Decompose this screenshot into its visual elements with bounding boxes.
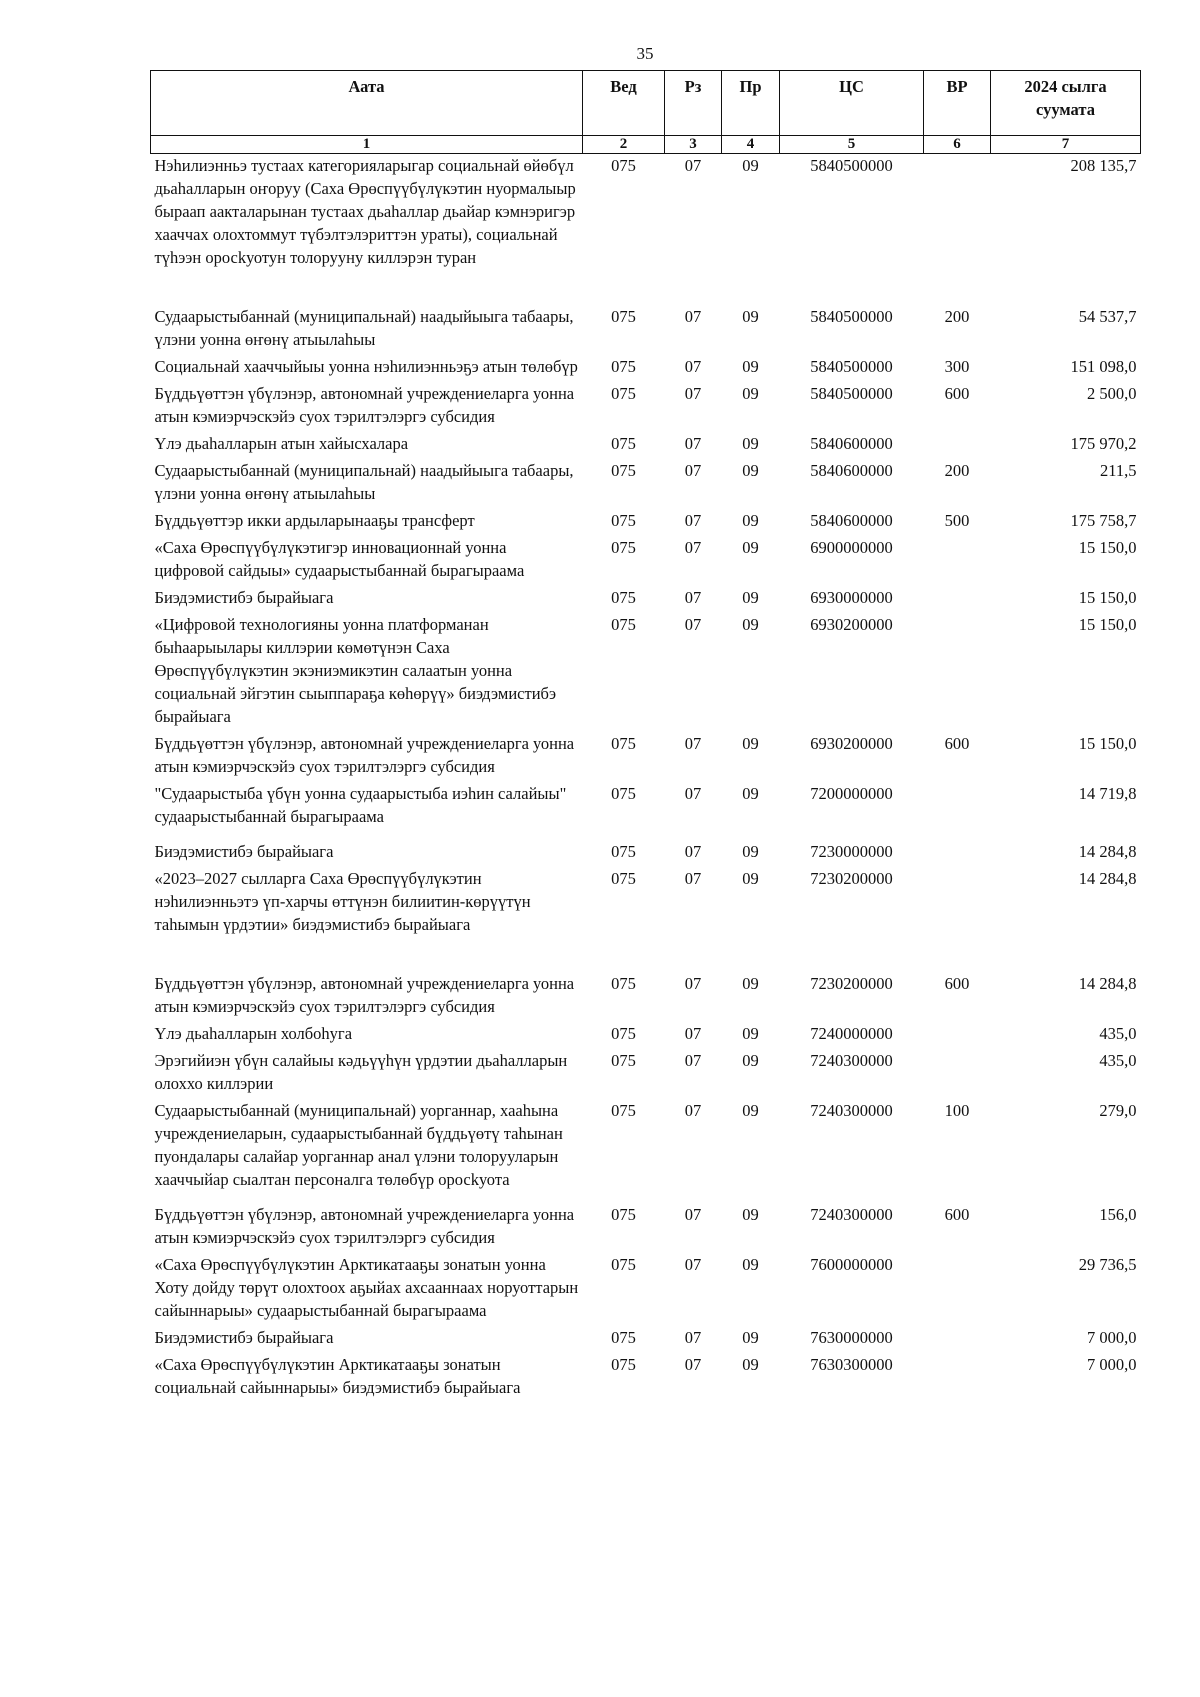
row-ved: 075 [611, 434, 636, 453]
row-name: Бүддьүөттэр икки ардыларынааҕы трансферт [154, 511, 475, 530]
row-cs: 7630300000 [810, 1355, 893, 1374]
row-cs: 5840500000 [810, 307, 893, 326]
table-row [151, 459, 1141, 509]
row-pr: 09 [742, 1355, 759, 1374]
row-pr: 09 [742, 1024, 759, 1043]
row-name: Нэһилиэнньэ тустаах категорияларыгар социальнай өйөбүл дьаһалларын оҥоруу (Саха Өрөспүүбүлүкэтин нуормалыыр быраап аакталарынан тустаах дьаһаллар дьайар кэмнэригэр хааччах олохтоммут түбэлтэлэриттэн ураты), социальнай түһээн оросkуотун толорууну киллэрэн туран [154, 156, 576, 267]
row-amount: 7 000,0 [1087, 1355, 1137, 1374]
row-amount: 2 500,0 [1087, 384, 1137, 403]
row-rz: 07 [684, 357, 702, 376]
table-row [151, 782, 1141, 840]
row-ved: 075 [611, 384, 636, 403]
row-ved: 075 [611, 538, 636, 557]
table-row [151, 154, 1141, 306]
row-rz: 07 [684, 1051, 702, 1070]
row-rz: 07 [684, 1101, 702, 1120]
row-vr: 100 [944, 1101, 970, 1120]
row-name: Биэдэмистибэ бырайыага [154, 842, 334, 861]
row-vr [924, 154, 991, 306]
row-cs: 6930200000 [810, 615, 893, 634]
row-pr: 09 [742, 434, 759, 453]
row-vr [924, 1353, 991, 1403]
row-rz: 07 [684, 461, 702, 480]
table-row [151, 732, 1141, 782]
table-row [151, 305, 1141, 355]
row-vr [924, 1253, 991, 1326]
row-name: «Саха Өрөспүүбүлүкэтин Арктикатааҕы зонатын уонна Хоту дойду төрүт олохтоох аҕыйах ахсааннаах норуоттарын сайыннарыы» судаарыстыбаннай бырагыраама [154, 1255, 579, 1320]
table-row [151, 1326, 1141, 1353]
row-rz: 07 [684, 511, 702, 530]
row-cs: 7240000000 [810, 1024, 893, 1043]
row-ved: 075 [611, 1355, 636, 1374]
row-amount: 211,5 [1099, 461, 1137, 480]
row-rz: 07 [684, 1355, 702, 1374]
row-pr: 09 [742, 784, 759, 803]
column-number: 3 [665, 136, 722, 154]
row-cs: 7230200000 [810, 974, 893, 993]
row-amount: 15 150,0 [1078, 615, 1137, 634]
row-amount: 435,0 [1099, 1051, 1137, 1070]
row-amount: 14 284,8 [1078, 974, 1137, 993]
table-row [151, 840, 1141, 867]
row-rz: 07 [684, 734, 702, 753]
row-vr [924, 1326, 991, 1353]
row-ved: 075 [611, 1205, 636, 1224]
row-amount: 15 150,0 [1078, 734, 1137, 753]
header-vr: ВР [924, 71, 991, 136]
row-name: Эрэгийиэн үбүн салайыы кәдьүүһүн үрдэтии дьаһалларын олоххо киллэрии [154, 1051, 568, 1093]
row-vr [924, 432, 991, 459]
row-rz: 07 [684, 615, 702, 634]
row-vr [924, 1022, 991, 1049]
row-vr: 300 [944, 357, 970, 376]
table-row [151, 1253, 1141, 1326]
row-pr: 09 [742, 384, 759, 403]
row-ved: 075 [611, 1101, 636, 1120]
row-cs: 5840500000 [810, 156, 893, 175]
row-cs: 7240300000 [810, 1051, 893, 1070]
table-row [151, 382, 1141, 432]
row-cs: 5840600000 [810, 461, 893, 480]
header-amount: 2024 сылга суумата [991, 71, 1141, 136]
table-row [151, 509, 1141, 536]
row-ved: 075 [611, 784, 636, 803]
row-ved: 075 [611, 1051, 636, 1070]
row-cs: 6930000000 [810, 588, 893, 607]
table-row [151, 1099, 1141, 1203]
row-cs: 5840500000 [810, 384, 893, 403]
column-number: 6 [924, 136, 991, 154]
row-ved: 075 [611, 461, 636, 480]
row-pr: 09 [742, 1205, 759, 1224]
row-ved: 075 [611, 1255, 636, 1274]
row-ved: 075 [611, 615, 636, 634]
table-row [151, 536, 1141, 586]
table-row [151, 432, 1141, 459]
row-amount: 7 000,0 [1087, 1328, 1137, 1347]
row-vr [924, 613, 991, 732]
row-name: Үлэ дьаһалларын атын хайысхалара [154, 434, 409, 453]
row-amount: 15 150,0 [1078, 588, 1137, 607]
row-cs: 6900000000 [810, 538, 893, 557]
row-amount: 14 284,8 [1078, 842, 1137, 861]
row-amount: 208 135,7 [1070, 156, 1137, 175]
row-pr: 09 [742, 461, 759, 480]
table-row [151, 355, 1141, 382]
row-ved: 075 [611, 1328, 636, 1347]
table-row [151, 867, 1141, 972]
row-rz: 07 [684, 588, 702, 607]
row-name: "Судаарыстыба үбүн уонна судаарыстыба иэһин салайыы" судаарыстыбаннай бырагыраама [154, 784, 567, 826]
row-vr [924, 840, 991, 867]
row-pr: 09 [742, 1328, 759, 1347]
header-rz: Рз [665, 71, 722, 136]
row-pr: 09 [742, 869, 759, 888]
row-vr: 600 [944, 1205, 970, 1224]
row-amount: 175 970,2 [1070, 434, 1137, 453]
row-amount: 151 098,0 [1070, 357, 1137, 376]
row-cs: 7240300000 [810, 1205, 893, 1224]
row-vr [924, 867, 991, 972]
row-rz: 07 [684, 842, 702, 861]
row-pr: 09 [742, 1101, 759, 1120]
table-header [151, 71, 1141, 154]
row-vr: 600 [944, 734, 970, 753]
row-pr: 09 [742, 357, 759, 376]
budget-table [150, 70, 1141, 1403]
column-number: 1 [151, 136, 583, 154]
row-ved: 075 [611, 842, 636, 861]
header-name: Аата [151, 71, 583, 136]
row-ved: 075 [611, 511, 636, 530]
row-rz: 07 [684, 869, 702, 888]
row-rz: 07 [684, 974, 702, 993]
row-cs: 6930200000 [810, 734, 893, 753]
row-ved: 075 [611, 156, 636, 175]
row-vr [924, 586, 991, 613]
row-name: «2023–2027 сылларга Саха Өрөспүүбүлүкэтин нэһилиэнньэтэ үп-харчы өттүнэн билиитин-көрүүтүн таһымын үрдэтии» биэдэмистибэ бырайыага [154, 869, 531, 934]
column-number: 4 [722, 136, 780, 154]
row-amount: 156,0 [1099, 1205, 1137, 1224]
row-rz: 07 [684, 156, 702, 175]
row-rz: 07 [684, 1255, 702, 1274]
row-name: «Саха Өрөспүүбүлүкэтигэр инновационнай уонна цифровой сайдыы» судаарыстыбаннай бырагыраама [154, 538, 525, 580]
row-cs: 5840500000 [810, 357, 893, 376]
row-pr: 09 [742, 538, 759, 557]
row-amount: 14 719,8 [1078, 784, 1137, 803]
row-vr [924, 536, 991, 586]
row-vr: 200 [944, 307, 970, 326]
row-vr [924, 1049, 991, 1099]
row-pr: 09 [742, 974, 759, 993]
row-rz: 07 [684, 434, 702, 453]
header-ved: Вед [583, 71, 665, 136]
row-rz: 07 [684, 307, 702, 326]
table-row [151, 1049, 1141, 1099]
row-name: «Саха Өрөспүүбүлүкэтин Арктикатааҕы зонатын социальнай сайыннарыы» биэдэмистибэ бырайыага [154, 1355, 521, 1397]
row-ved: 075 [611, 588, 636, 607]
row-cs: 5840600000 [810, 511, 893, 530]
row-pr: 09 [742, 156, 759, 175]
header-pr: Пр [722, 71, 780, 136]
row-ved: 075 [611, 307, 636, 326]
row-pr: 09 [742, 842, 759, 861]
row-amount: 14 284,8 [1078, 869, 1137, 888]
row-name: Судаарыстыбаннай (муниципальнай) наадыйыыга табаары, үлэни уонна өҥөнү атыылаһыы [154, 307, 574, 349]
row-pr: 09 [742, 1255, 759, 1274]
column-number: 2 [583, 136, 665, 154]
row-amount: 175 758,7 [1070, 511, 1137, 530]
row-rz: 07 [684, 384, 702, 403]
row-name: Биэдэмистибэ бырайыага [154, 588, 334, 607]
table-row [151, 972, 1141, 1022]
row-name: Судаарыстыбаннай (муниципальнай) уорганнар, хааһына учреждениеларын, судаарыстыбаннай бүддьүөтү таһынан пуондалары салайар уорганнар анал үлэни толорууларын хааччыйар сыалтан персоналга төлөбүр оросkуота [154, 1101, 563, 1189]
table-row [151, 1353, 1141, 1403]
row-rz: 07 [684, 1328, 702, 1347]
row-name: Социальнай хааччыйыы уонна нэһилиэнньэҕэ атын төлөбүр [154, 357, 578, 376]
row-cs: 7230200000 [810, 869, 893, 888]
table-row [151, 1022, 1141, 1049]
table-body [151, 154, 1141, 1404]
row-cs: 7630000000 [810, 1328, 893, 1347]
row-name: «Цифровой технологияны уонна платформанан быһаарыылары киллэрии көмөтүнэн Саха Өрөспүүбүлүкэтин экэниэмикэтин салаатын уонна социальнай эйгэтин сыыппараҕа көһөрүү» биэдэмистибэ бырайыага [154, 615, 557, 726]
row-vr [924, 782, 991, 840]
row-pr: 09 [742, 511, 759, 530]
row-rz: 07 [684, 1024, 702, 1043]
row-pr: 09 [742, 588, 759, 607]
row-name: Бүддьүөттэн үбүлэнэр, автономнай учреждениеларга уонна атын кэмиэрчэскэйэ суох тэрилтэлэргэ субсидия [154, 384, 575, 426]
row-cs: 7240300000 [810, 1101, 893, 1120]
row-ved: 075 [611, 734, 636, 753]
row-pr: 09 [742, 1051, 759, 1070]
row-rz: 07 [684, 538, 702, 557]
row-amount: 29 736,5 [1078, 1255, 1137, 1274]
row-vr: 600 [944, 384, 970, 403]
row-name: Бүддьүөттэн үбүлэнэр, автономнай учреждениеларга уонна атын кэмиэрчэскэйэ суох тэрилтэлэргэ субсидия [154, 974, 575, 1016]
row-pr: 09 [742, 307, 759, 326]
row-ved: 075 [611, 869, 636, 888]
row-pr: 09 [742, 734, 759, 753]
row-amount: 279,0 [1099, 1101, 1137, 1120]
row-ved: 075 [611, 974, 636, 993]
column-number: 7 [991, 136, 1141, 154]
page-number: 35 [636, 44, 654, 63]
row-ved: 075 [611, 1024, 636, 1043]
row-vr: 200 [944, 461, 970, 480]
row-rz: 07 [684, 1205, 702, 1224]
header-cs: ЦС [780, 71, 924, 136]
row-vr: 500 [944, 511, 970, 530]
row-ved: 075 [611, 357, 636, 376]
row-vr: 600 [944, 974, 970, 993]
row-amount: 435,0 [1099, 1024, 1137, 1043]
row-amount: 15 150,0 [1078, 538, 1137, 557]
row-name: Биэдэмистибэ бырайыага [154, 1328, 334, 1347]
row-name: Судаарыстыбаннай (муниципальнай) наадыйыыга табаары, үлэни уонна өҥөнү атыылаһыы [154, 461, 574, 503]
row-cs: 7200000000 [810, 784, 893, 803]
row-name: Үлэ дьаһалларын холбоһуга [154, 1024, 353, 1043]
row-cs: 7230000000 [810, 842, 893, 861]
table-row [151, 586, 1141, 613]
row-cs: 7600000000 [810, 1255, 893, 1274]
table-row [151, 1203, 1141, 1253]
column-number: 5 [780, 136, 924, 154]
row-rz: 07 [684, 784, 702, 803]
row-amount: 54 537,7 [1078, 307, 1137, 326]
table-row [151, 613, 1141, 732]
row-pr: 09 [742, 615, 759, 634]
row-cs: 5840600000 [810, 434, 893, 453]
row-name: Бүддьүөттэн үбүлэнэр, автономнай учреждениеларга уонна атын кэмиэрчэскэйэ суох тэрилтэлэргэ субсидия [154, 734, 575, 776]
row-name: Бүддьүөттэн үбүлэнэр, автономнай учреждениеларга уонна атын кэмиэрчэскэйэ суох тэрилтэлэргэ субсидия [154, 1205, 575, 1247]
